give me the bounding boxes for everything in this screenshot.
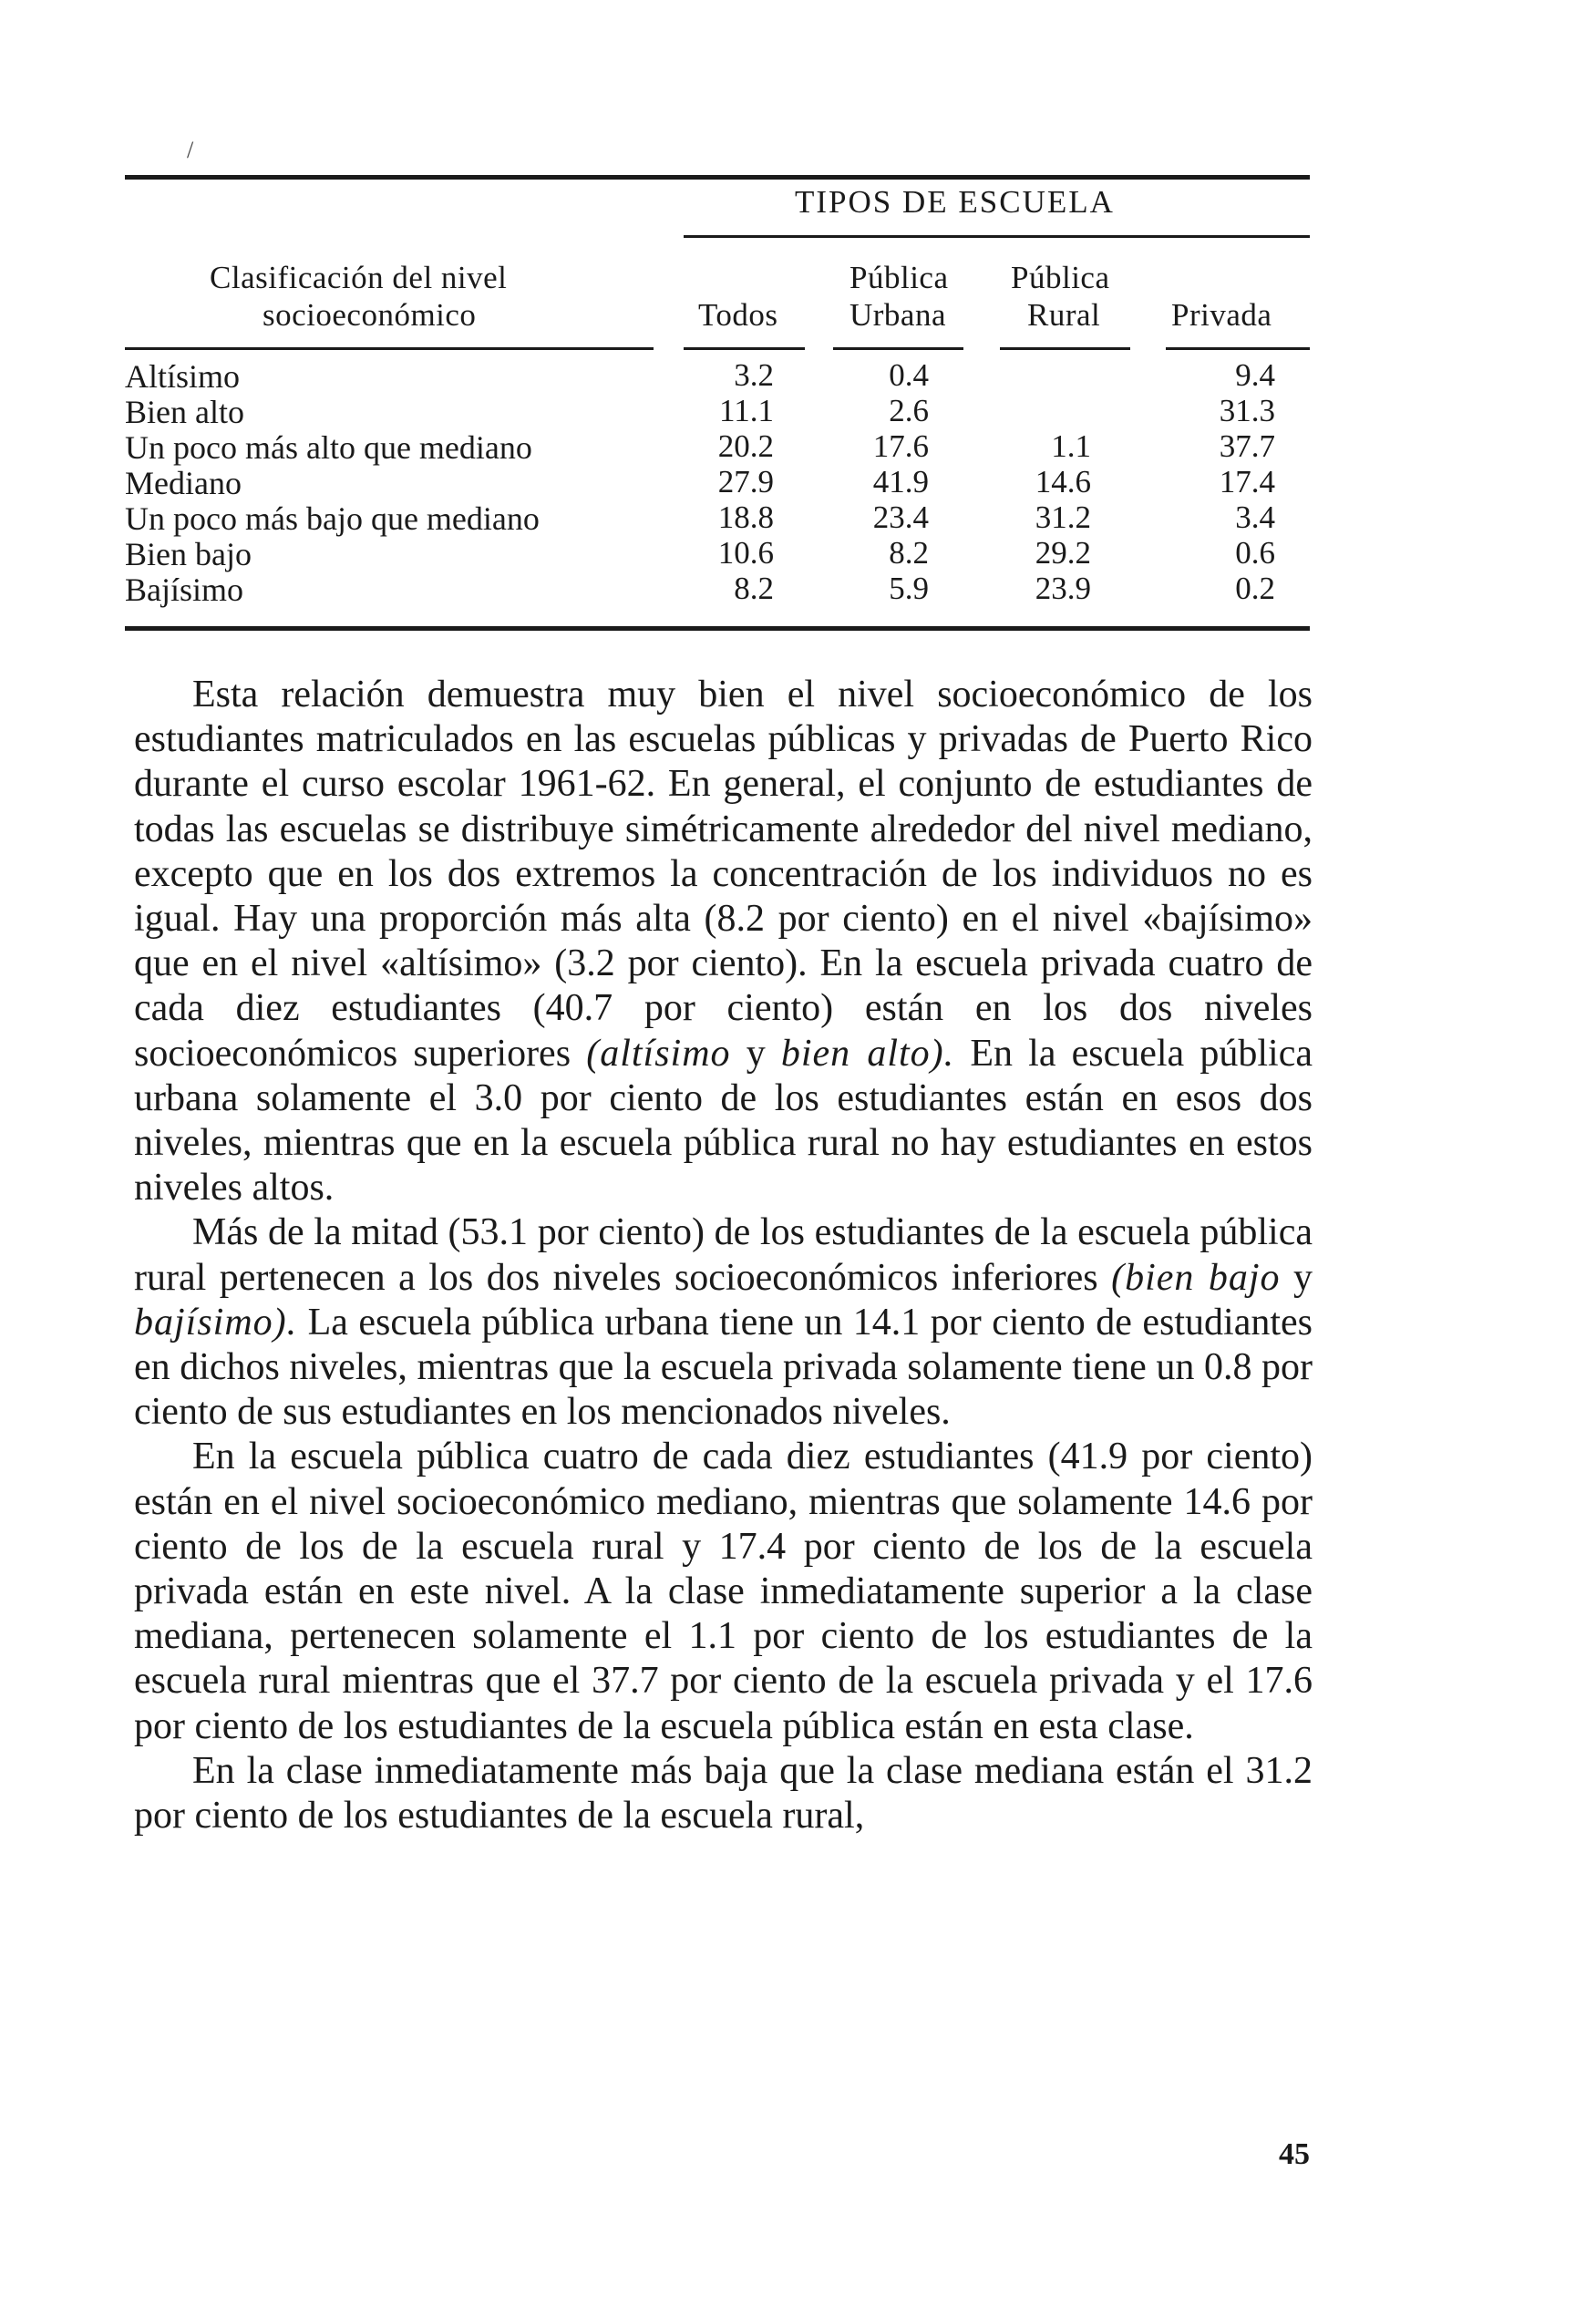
- cell-todos: 10.6: [717, 535, 774, 571]
- cell-todos: 18.8: [717, 499, 774, 535]
- cell-rural: 31.2: [1035, 499, 1091, 535]
- cell-rural: 14.6: [1035, 464, 1091, 499]
- page-number: 45: [1279, 2137, 1310, 2171]
- cell-rural: 23.9: [1035, 571, 1091, 606]
- header-rule-urbana: [833, 347, 963, 350]
- row-label: Un poco más bajo que mediano: [125, 500, 540, 537]
- col-header-rural-line1: Pública: [1011, 260, 1110, 295]
- header-rule-label: [125, 347, 654, 350]
- col-header-privada: Privada: [1171, 297, 1272, 333]
- cell-urbana: 5.9: [889, 571, 929, 606]
- cell-urbana: 17.6: [872, 428, 929, 464]
- cell-privada: 9.4: [1235, 357, 1275, 393]
- cell-privada: 0.2: [1235, 571, 1275, 606]
- row-label: Mediano: [125, 465, 242, 501]
- paragraph-3: En la escuela pública cuatro de cada diez estudiantes (41.9 por ciento) están en el nivel socioeconómico mediano, mientras que solamente 14.6 por ciento de los de la escuela rural y 17.4 por ciento de los de la escuela privada están en este nivel. A la clase inmediatamente superior a la clase mediana, pertenecen solamente el 1.1 por ciento de los estudiantes de la escuela rural mientras que el 37.7 por ciento de la escuela privada y el 17.6 por ciento de los estudiantes de la escuela pública están en esta clase.: [134, 1436, 1313, 1747]
- body-text: [134, 673, 1313, 1838]
- row-label: Altísimo: [125, 358, 241, 395]
- cell-urbana: 8.2: [889, 535, 929, 571]
- group-header-rule: [684, 235, 1310, 238]
- cell-urbana: 23.4: [872, 499, 929, 535]
- row-label: Bien bajo: [125, 536, 252, 572]
- table-bottom-rule: [125, 626, 1310, 631]
- header-rule-privada: [1166, 347, 1310, 350]
- table-group-header: TIPOS DE ESCUELA: [795, 184, 1115, 220]
- row-label: Bajísimo: [125, 571, 244, 608]
- paragraph-2: Más de la mitad (53.1 por ciento) de los estudiantes de la escuela pública rural pertenecen a los dos niveles socioeconómicos inferiores (bien bajo y bajísimo). La escuela pública urbana tiene un 14.1 por ciento de estudiantes en dichos niveles, mientras que la escuela privada solamente tiene un 0.8 por ciento de sus estudiantes en los mencionados niveles.: [134, 1211, 1313, 1434]
- row-header-line1: Clasificación del nivel: [210, 260, 508, 295]
- row-header-line2: socioeconómico: [263, 297, 477, 333]
- cell-todos: 27.9: [717, 464, 774, 499]
- cell-todos: 20.2: [717, 428, 774, 464]
- col-header-rural-line2: Rural: [1027, 297, 1101, 333]
- cell-todos: 3.2: [734, 357, 774, 393]
- table-top-rule: [125, 175, 1310, 180]
- col-header-urbana-line2: Urbana: [849, 297, 947, 333]
- cell-privada: 17.4: [1219, 464, 1275, 499]
- header-rule-todos: [684, 347, 805, 350]
- header-rule-rural: [1000, 347, 1130, 350]
- cell-urbana: 41.9: [872, 464, 929, 499]
- cell-privada: 3.4: [1235, 499, 1275, 535]
- cell-privada: 31.3: [1219, 393, 1275, 428]
- cell-urbana: 2.6: [889, 393, 929, 428]
- paragraph-4: En la clase inmediatamente más baja que la clase mediana están el 31.2 por ciento de los estudiantes de la escuela rural,: [134, 1749, 1313, 1838]
- row-label: Un poco más alto que mediano: [125, 429, 532, 466]
- cell-todos: 8.2: [734, 571, 774, 606]
- col-header-urbana-line1: Pública: [849, 260, 949, 295]
- cell-rural: 29.2: [1035, 535, 1091, 571]
- cell-urbana: 0.4: [889, 357, 929, 393]
- cell-privada: 0.6: [1235, 535, 1275, 571]
- cell-todos: 11.1: [719, 393, 774, 428]
- row-label: Bien alto: [125, 394, 244, 430]
- paragraph-1: Esta relación demuestra muy bien el nivel socioeconómico de los estudiantes matriculados en las escuelas públicas y privadas de Puerto Rico durante el curso escolar 1961-62. En general, el conjunto de estudiantes de todas las escuelas se distribuye simétricamente alrededor del nivel mediano, excepto que en los dos extremos la concentración de los individuos no es igual. Hay una proporción más alta (8.2 por ciento) en el nivel «bajísimo» que en el nivel «altísimo» (3.2 por ciento). En la escuela privada cuatro de cada diez estudiantes (40.7 por ciento) están en los dos niveles socioeconómicos superiores (altísimo y bien alto). En la escuela pública urbana solamente el 3.0 por ciento de los estudiantes están en esos dos niveles, mientras que en la escuela pública rural no hay estudiantes en estos niveles altos.: [134, 674, 1313, 1210]
- col-header-todos: Todos: [698, 297, 778, 333]
- cell-rural: 1.1: [1051, 428, 1091, 464]
- cell-privada: 37.7: [1219, 428, 1275, 464]
- scan-artifact-mark: /: [187, 137, 194, 163]
